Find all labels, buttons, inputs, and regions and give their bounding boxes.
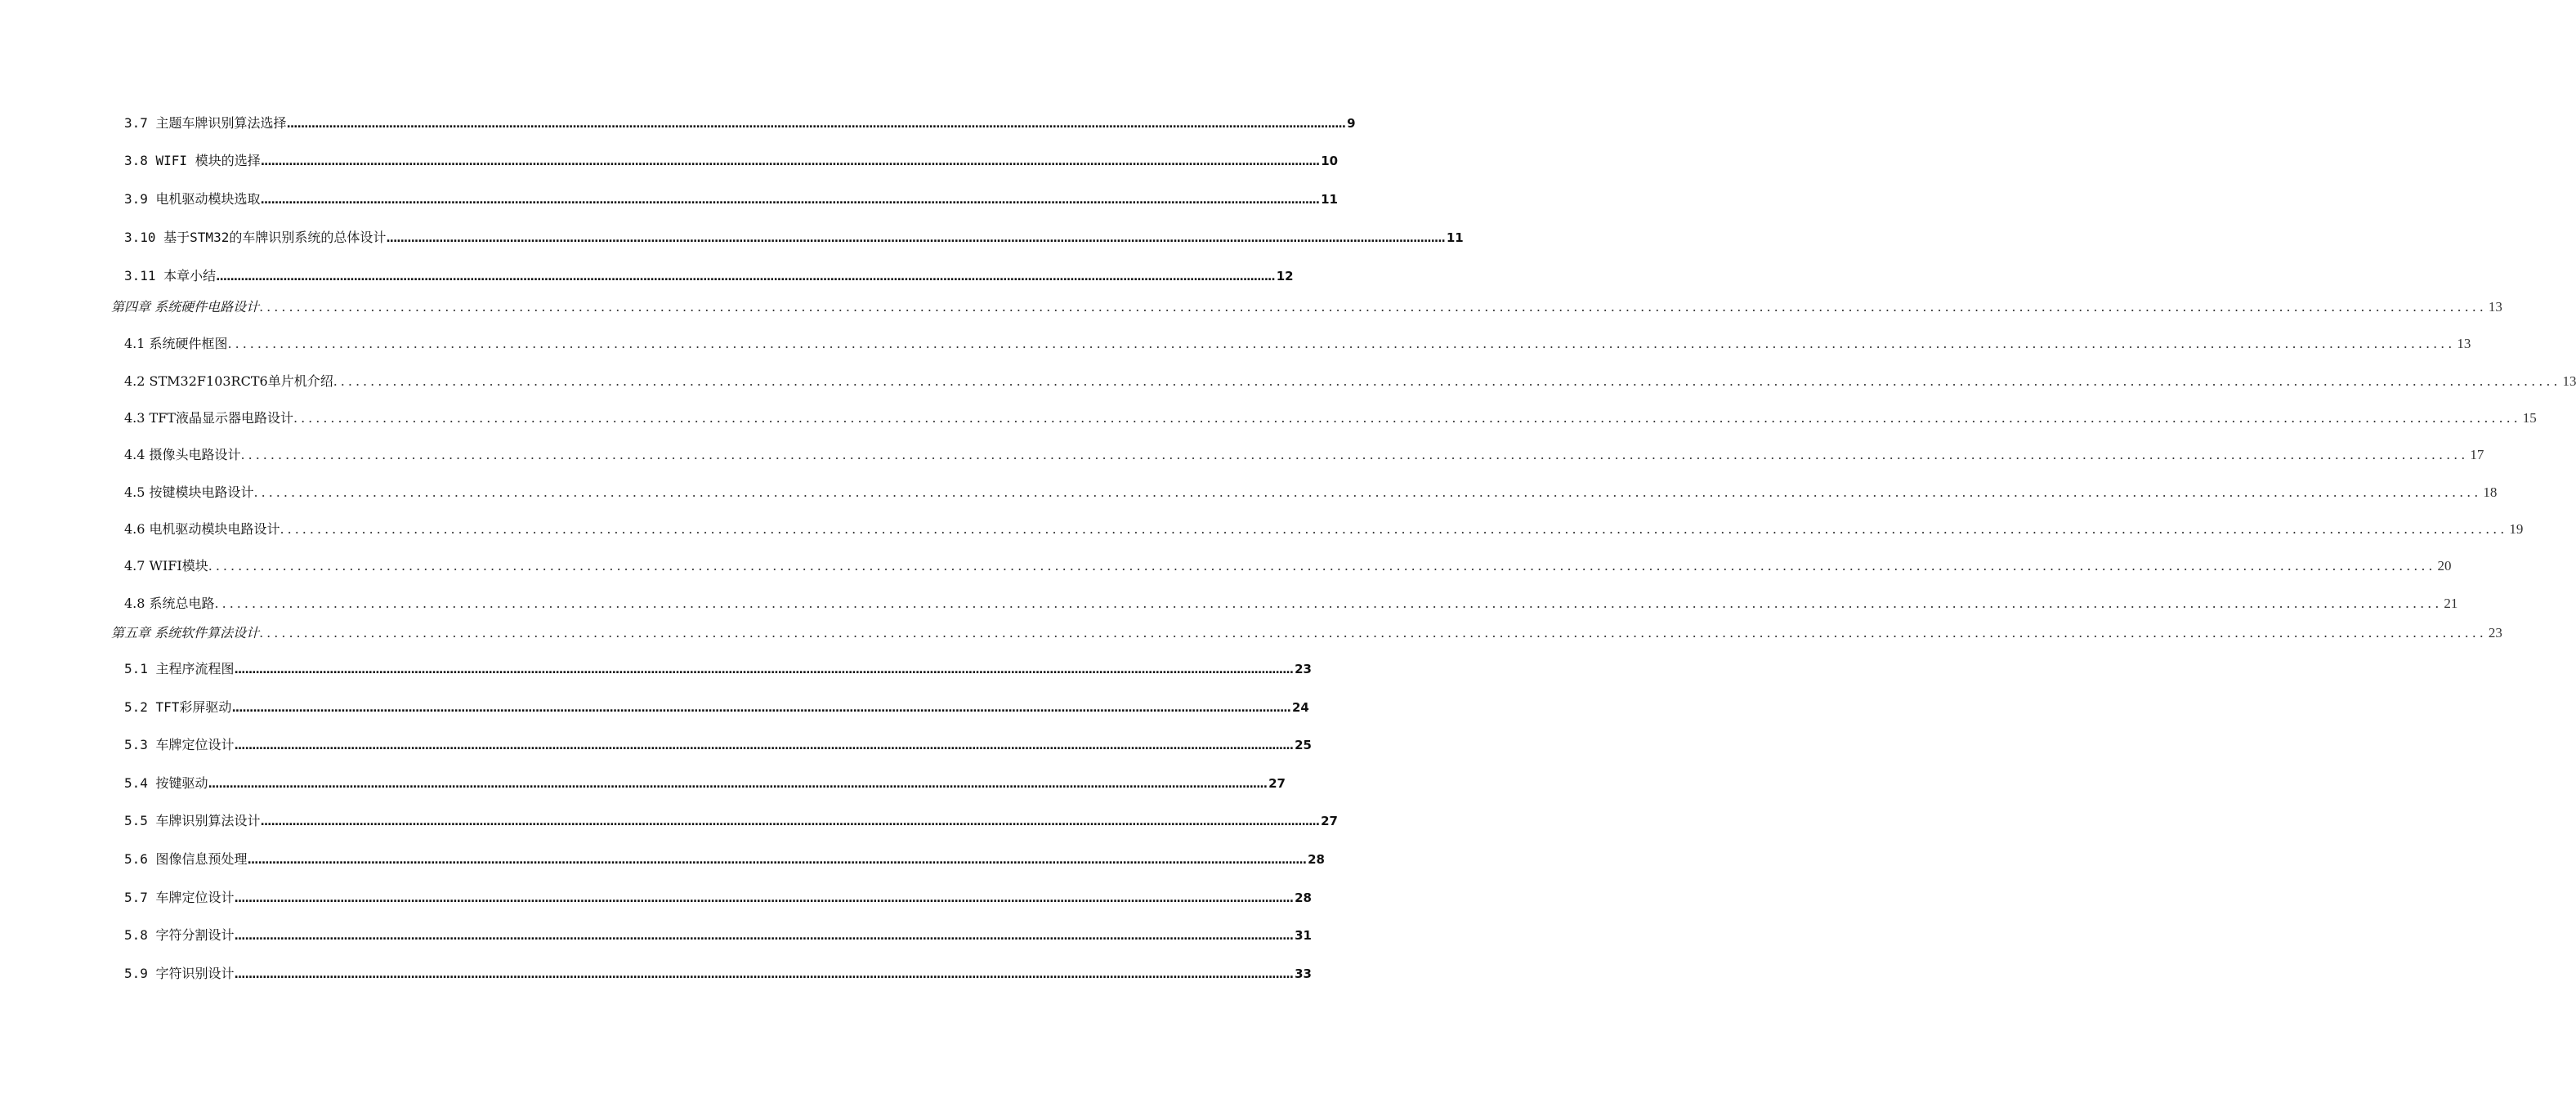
toc-label: 5.2 TFT彩屏驱动 xyxy=(124,699,232,715)
toc-page-number: 9 xyxy=(1347,116,1356,131)
toc-page-number: 13 xyxy=(2488,299,2502,315)
toc-label: 5.6 图像信息预处理 xyxy=(124,851,248,867)
toc-entry[interactable] xyxy=(124,925,1312,944)
toc-entry[interactable] xyxy=(124,189,1338,208)
toc-entry[interactable] xyxy=(124,773,1286,792)
toc-page-number: 31 xyxy=(1295,928,1312,943)
toc-entry[interactable] xyxy=(124,593,2458,612)
toc-entry[interactable] xyxy=(124,887,1312,906)
toc-entry[interactable] xyxy=(124,371,2576,390)
toc-page-number: 12 xyxy=(1276,269,1294,283)
toc-entry[interactable] xyxy=(124,810,1338,829)
toc-entry[interactable] xyxy=(124,697,1309,716)
dot-leader: ............................................................................................................................................................................................................................................................................................................ xyxy=(234,892,1294,905)
dot-leader: ............................................................................................................................................................................................................................................................................................................ xyxy=(240,447,2469,462)
dot-leader: ............................................................................................................................................................................................................................................................................................................ xyxy=(208,558,2436,574)
toc-label: 4.6 电机驱动模块电路设计 xyxy=(124,521,280,537)
dot-leader: ............................................................................................................................................................................................................................................................................................................ xyxy=(234,968,1294,981)
toc-label: 4.4 摄像头电路设计 xyxy=(124,447,241,462)
toc-entry[interactable] xyxy=(124,658,1312,677)
toc-label: 4.2 STM32F103RCT6单片机介绍 xyxy=(124,373,333,389)
toc-page-number: 25 xyxy=(1295,738,1312,752)
dot-leader: ............................................................................................................................................................................................................................................................................................................ xyxy=(280,521,2508,537)
toc-chapter-entry[interactable] xyxy=(111,297,2502,315)
dot-leader: ............................................................................................................................................................................................................................................................................................................ xyxy=(260,155,1320,168)
toc-page-number: 17 xyxy=(2470,447,2484,462)
toc-entry[interactable] xyxy=(124,519,2524,538)
toc-page-number: 11 xyxy=(1321,192,1338,207)
dot-leader: ............................................................................................................................................................................................................................................................................................................ xyxy=(286,118,1346,131)
toc-label: 5.7 车牌定位设计 xyxy=(124,890,235,905)
dot-leader: ............................................................................................................................................................................................................................................................................................................ xyxy=(259,625,2487,640)
dot-leader: ............................................................................................................................................................................................................................................................................................................ xyxy=(333,373,2561,389)
toc-page-number: 13 xyxy=(2562,373,2576,389)
toc-label: 4.5 按键模块电路设计 xyxy=(124,484,254,500)
toc-page-number: 28 xyxy=(1308,852,1325,867)
toc-entry[interactable] xyxy=(124,734,1312,753)
toc-entry[interactable] xyxy=(124,333,2471,352)
toc-page-number: 20 xyxy=(2437,558,2452,574)
dot-leader: ............................................................................................................................................................................................................................................................................................................ xyxy=(227,336,2456,351)
toc-page-number: 27 xyxy=(1268,776,1286,791)
toc-chapter-label: 第五章 系统软件算法设计 xyxy=(111,625,260,640)
dot-leader: ............................................................................................................................................................................................................................................................................................................ xyxy=(253,484,2482,500)
toc-label: 3.9 电机驱动模块选取 xyxy=(124,191,261,207)
toc-label: 4.7 WIFI模块 xyxy=(124,558,208,574)
toc-label: 4.3 TFT液晶显示器电路设计 xyxy=(124,410,293,426)
dot-leader: ............................................................................................................................................................................................................................................................................................................ xyxy=(234,663,1294,676)
toc-page-number: 13 xyxy=(2457,336,2471,351)
toc-page-number: 18 xyxy=(2483,484,2498,500)
dot-leader: ............................................................................................................................................................................................................................................................................................................ xyxy=(231,702,1290,715)
toc-label: 5.9 字符识别设计 xyxy=(124,966,235,981)
toc-label: 5.8 字符分割设计 xyxy=(124,927,235,943)
toc-chapter-label: 第四章 系统硬件电路设计 xyxy=(111,299,260,315)
toc-entry[interactable] xyxy=(124,963,1312,982)
toc-page-number: 23 xyxy=(2488,625,2502,640)
dot-leader: ............................................................................................................................................................................................................................................................................................................ xyxy=(234,739,1294,752)
toc-label: 3.8 WIFI 模块的选择 xyxy=(124,153,261,168)
dot-leader: ............................................................................................................................................................................................................................................................................................................ xyxy=(260,194,1320,207)
toc-page-number: 27 xyxy=(1321,814,1338,828)
toc-entry[interactable] xyxy=(124,556,2452,574)
toc-label: 3.7 主题车牌识别算法选择 xyxy=(124,115,287,131)
toc-entry[interactable] xyxy=(124,113,1356,132)
toc-entry[interactable] xyxy=(124,482,2498,501)
dot-leader: ............................................................................................................................................................................................................................................................................................................ xyxy=(260,815,1320,828)
toc-label: 3.10 基于STM32的车牌识别系统的总体设计 xyxy=(124,230,387,245)
dot-leader: ............................................................................................................................................................................................................................................................................................................ xyxy=(247,854,1307,867)
toc-label: 5.5 车牌识别算法设计 xyxy=(124,813,261,828)
toc-page-number: 19 xyxy=(2509,521,2524,537)
toc-page-number: 11 xyxy=(1446,230,1464,245)
dot-leader: ............................................................................................................................................................................................................................................................................................................ xyxy=(293,410,2521,426)
toc-page-number: 28 xyxy=(1295,890,1312,905)
toc-page-number: 15 xyxy=(2522,410,2537,426)
toc-entry[interactable] xyxy=(124,150,1339,169)
dot-leader: ............................................................................................................................................................................................................................................................................................................ xyxy=(259,299,2487,315)
dot-leader: ............................................................................................................................................................................................................................................................................................................ xyxy=(234,930,1294,943)
dot-leader: ............................................................................................................................................................................................................................................................................................................ xyxy=(208,778,1268,791)
toc-label: 3.11 本章小结 xyxy=(124,268,217,283)
toc-label: 4.1 系统硬件框图 xyxy=(124,336,228,351)
toc-label: 5.3 车牌定位设计 xyxy=(124,737,235,752)
toc-page-number: 23 xyxy=(1295,662,1312,676)
toc-entry[interactable] xyxy=(124,849,1325,868)
toc-entry[interactable] xyxy=(124,408,2537,426)
toc-page-number: 24 xyxy=(1291,700,1309,715)
dot-leader: ............................................................................................................................................................................................................................................................................................................ xyxy=(216,270,1275,283)
toc-label: 5.4 按键驱动 xyxy=(124,775,208,791)
toc-label: 5.1 主程序流程图 xyxy=(124,661,235,676)
toc-page-number: 21 xyxy=(2444,596,2458,611)
toc-entry[interactable] xyxy=(124,227,1464,246)
toc-page-number: 10 xyxy=(1321,154,1339,168)
toc-label: 4.8 系统总电路 xyxy=(124,596,215,611)
dot-leader: ............................................................................................................................................................................................................................................................................................................ xyxy=(214,596,2443,611)
toc-chapter-entry[interactable] xyxy=(111,623,2502,641)
toc-entry[interactable] xyxy=(124,444,2484,463)
toc-entry[interactable] xyxy=(124,266,1294,284)
toc-page-number: 33 xyxy=(1295,966,1312,981)
dot-leader: ............................................................................................................................................................................................................................................................................................................ xyxy=(386,232,1445,245)
